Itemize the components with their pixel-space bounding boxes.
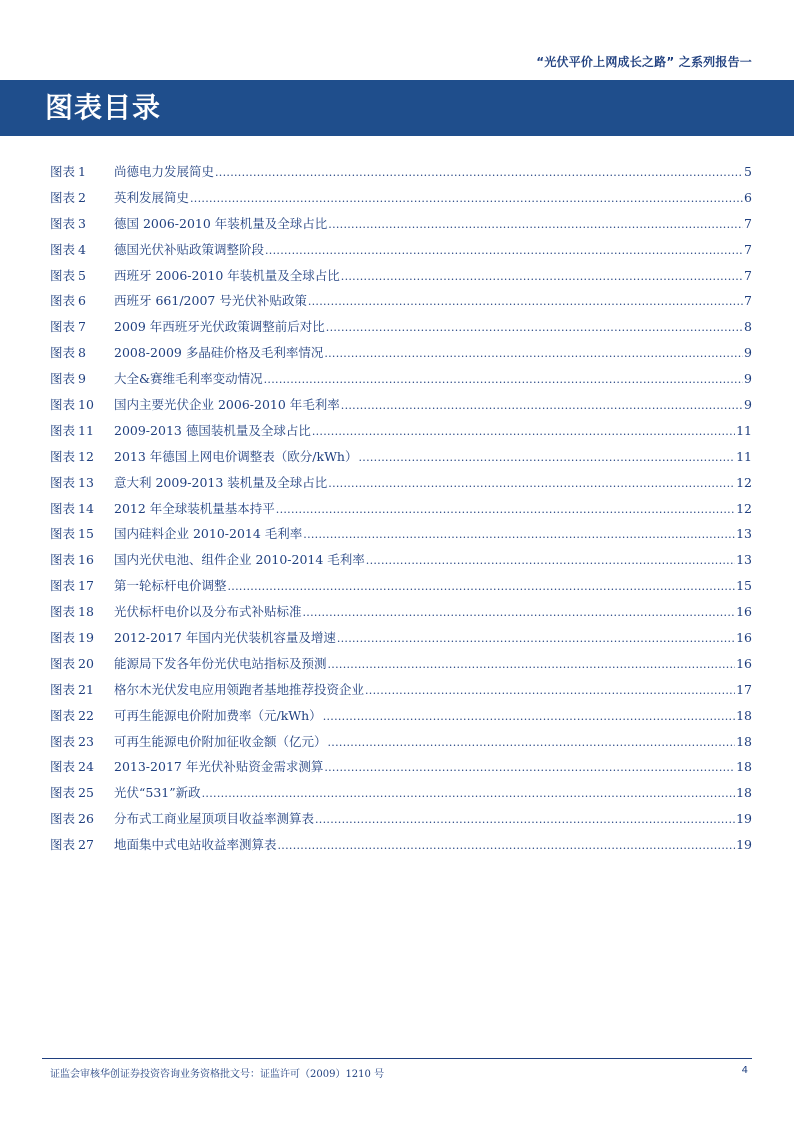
toc-entry-number: 14 <box>78 500 94 516</box>
toc-entry-number: 18 <box>78 604 94 620</box>
toc-entry-label: 图表 <box>50 681 76 697</box>
toc-entry-number: 17 <box>78 578 94 594</box>
toc-entry-label: 图表 <box>50 293 76 309</box>
toc-entry[interactable] <box>50 654 752 680</box>
toc-leader-dots <box>323 710 735 723</box>
toc-entry-page: 13 <box>736 552 752 568</box>
toc-entry-number: 2 <box>78 189 86 205</box>
toc-leader-dots <box>328 218 743 231</box>
toc-leader-dots <box>328 477 735 490</box>
toc-entry-number: 10 <box>78 397 94 413</box>
toc-entry-page: 11 <box>736 448 752 464</box>
toc-entry-label: 图表 <box>50 164 76 179</box>
figure-list <box>50 162 752 861</box>
toc-entry-title: 可再生能源电价附加征收金额（亿元） <box>114 733 327 749</box>
toc-entry-number: 9 <box>78 371 86 387</box>
toc-entry-page: 9 <box>744 397 752 413</box>
report-series-title: “光伏平价上网成长之路” 之系列报告一 <box>536 55 752 69</box>
toc-entry[interactable] <box>50 524 752 550</box>
toc-entry-label: 图表 <box>50 811 76 827</box>
toc-entry-title: 2008-2009 多晶硅价格及毛利率情况 <box>114 345 324 361</box>
toc-entry-label: 图表 <box>50 707 76 723</box>
toc-entry-label: 图表 <box>50 267 76 283</box>
toc-entry-title: 英利发展简史 <box>114 189 190 205</box>
toc-leader-dots <box>215 166 743 179</box>
toc-entry-number: 12 <box>78 448 94 464</box>
toc-entry[interactable] <box>50 473 752 499</box>
toc-entry-page: 6 <box>744 189 752 205</box>
toc-entry[interactable] <box>50 291 752 317</box>
toc-entry-label: 图表 <box>50 785 76 801</box>
toc-leader-dots <box>328 658 736 671</box>
toc-leader-dots <box>278 839 736 852</box>
toc-leader-dots <box>366 554 735 567</box>
footer-divider <box>42 1058 752 1059</box>
toc-entry-page: 7 <box>744 241 752 257</box>
toc-leader-dots <box>324 347 743 360</box>
toc-entry-title: 尚德电力发展简史 <box>114 164 215 179</box>
toc-entry-label: 图表 <box>50 578 76 594</box>
toc-entry-label: 图表 <box>50 474 76 490</box>
toc-entry-label: 图表 <box>50 837 76 853</box>
toc-entry[interactable] <box>50 240 752 266</box>
toc-leader-dots <box>265 244 743 257</box>
toc-entry[interactable] <box>50 499 752 525</box>
toc-entry[interactable] <box>50 783 752 809</box>
toc-entry[interactable] <box>50 162 752 188</box>
toc-entry-page: 7 <box>744 267 752 283</box>
toc-entry-title: 国内主要光伏企业 2006-2010 年毛利率 <box>114 397 340 413</box>
toc-entry[interactable] <box>50 757 752 783</box>
toc-entry-number: 25 <box>78 785 94 801</box>
toc-entry[interactable] <box>50 343 752 369</box>
toc-entry[interactable] <box>50 628 752 654</box>
toc-leader-dots <box>264 373 743 386</box>
toc-entry-page: 7 <box>744 293 752 309</box>
toc-entry-number: 3 <box>78 215 86 231</box>
toc-entry-page: 11 <box>736 422 752 438</box>
toc-entry[interactable] <box>50 835 752 861</box>
toc-entry-title: 德国 2006-2010 年装机量及全球占比 <box>114 215 328 231</box>
toc-entry-title: 西班牙 2006-2010 年装机量及全球占比 <box>114 267 340 283</box>
toc-entry-title: 德国光伏补贴政策调整阶段 <box>114 241 265 257</box>
toc-leader-dots <box>202 787 735 800</box>
toc-entry-title: 第一轮标杆电价调整 <box>114 578 227 594</box>
toc-entry-title: 大全&赛维毛利率变动情况 <box>114 371 263 387</box>
toc-entry-title: 国内硅料企业 2010-2014 毛利率 <box>114 526 303 542</box>
toc-entry-title: 分布式工商业屋顶项目收益率测算表 <box>114 811 315 827</box>
toc-entry-page: 9 <box>744 371 752 387</box>
toc-leader-dots <box>358 451 735 464</box>
toc-entry[interactable] <box>50 395 752 421</box>
toc-leader-dots <box>324 761 735 774</box>
toc-leader-dots <box>303 528 735 541</box>
toc-entry-label: 图表 <box>50 448 76 464</box>
toc-entry[interactable] <box>50 266 752 292</box>
toc-entry-number: 1 <box>78 164 86 179</box>
toc-entry-number: 13 <box>78 474 94 490</box>
toc-entry-label: 图表 <box>50 345 76 361</box>
toc-entry-page: 5 <box>744 164 752 179</box>
toc-entry-page: 18 <box>736 785 752 801</box>
toc-entry-number: 23 <box>78 733 94 749</box>
toc-entry-page: 18 <box>736 759 752 775</box>
toc-entry-title: 能源局下发各年份光伏电站指标及预测 <box>114 655 327 671</box>
toc-entry-number: 11 <box>78 422 94 438</box>
toc-entry-title: 2013-2017 年光伏补贴资金需求测算 <box>114 759 324 775</box>
toc-entry-label: 图表 <box>50 526 76 542</box>
section-header-band <box>0 80 794 136</box>
toc-entry-page: 17 <box>736 681 752 697</box>
toc-entry[interactable] <box>50 680 752 706</box>
toc-entry-page: 8 <box>744 319 752 335</box>
toc-entry-page: 18 <box>736 733 752 749</box>
toc-entry[interactable] <box>50 447 752 473</box>
toc-entry[interactable] <box>50 188 752 214</box>
toc-entry-title: 格尔木光伏发电应用领跑者基地推荐投资企业 <box>114 681 365 697</box>
toc-entry-number: 26 <box>78 811 94 827</box>
toc-entry-title: 光伏标杆电价以及分布式补贴标准 <box>114 604 302 620</box>
toc-entry-page: 18 <box>736 707 752 723</box>
toc-entry-number: 7 <box>78 319 86 335</box>
toc-leader-dots <box>341 270 743 283</box>
toc-entry-number: 22 <box>78 707 94 723</box>
toc-entry-page: 13 <box>736 526 752 542</box>
toc-entry-label: 图表 <box>50 759 76 775</box>
toc-entry-label: 图表 <box>50 422 76 438</box>
toc-entry[interactable] <box>50 706 752 732</box>
toc-leader-dots <box>276 503 735 516</box>
toc-entry[interactable] <box>50 732 752 758</box>
toc-entry-label: 图表 <box>50 604 76 620</box>
toc-entry-page: 19 <box>736 811 752 827</box>
footer-page-number: 4 <box>741 1065 748 1076</box>
toc-entry-number: 20 <box>78 655 94 671</box>
toc-entry-label: 图表 <box>50 215 76 231</box>
section-title: 图表目录 <box>45 91 162 124</box>
toc-entry-label: 图表 <box>50 397 76 413</box>
toc-leader-dots <box>337 632 735 645</box>
toc-entry-label: 图表 <box>50 371 76 387</box>
toc-entry-label: 图表 <box>50 500 76 516</box>
toc-leader-dots <box>312 425 735 438</box>
toc-entry-label: 图表 <box>50 655 76 671</box>
toc-leader-dots <box>328 736 736 749</box>
toc-entry-number: 16 <box>78 552 94 568</box>
toc-entry-page: 16 <box>736 655 752 671</box>
toc-entry-title: 2009 年西班牙光伏政策调整前后对比 <box>114 319 325 335</box>
toc-entry-number: 5 <box>78 267 86 283</box>
toc-entry-page: 16 <box>736 604 752 620</box>
toc-entry[interactable] <box>50 214 752 240</box>
toc-entry[interactable] <box>50 369 752 395</box>
toc-entry-page: 7 <box>744 215 752 231</box>
toc-leader-dots <box>341 399 743 412</box>
toc-entry-title: 2012-2017 年国内光伏装机容量及增速 <box>114 630 336 646</box>
toc-entry-page: 16 <box>736 630 752 646</box>
toc-entry-title: 意大利 2009-2013 装机量及全球占比 <box>114 474 328 490</box>
toc-entry-label: 图表 <box>50 733 76 749</box>
toc-entry-title: 地面集中式电站收益率测算表 <box>114 837 277 853</box>
toc-entry-number: 21 <box>78 681 94 697</box>
toc-entry-page: 12 <box>736 500 752 516</box>
toc-entry-title: 光伏“531”新政 <box>114 785 201 801</box>
toc-entry-title: 2012 年全球装机量基本持平 <box>114 500 275 516</box>
toc-entry-label: 图表 <box>50 189 76 205</box>
toc-entry-number: 19 <box>78 630 94 646</box>
toc-entry-label: 图表 <box>50 241 76 257</box>
toc-entry-title: 可再生能源电价附加费率（元/kWh） <box>114 707 322 723</box>
toc-leader-dots <box>228 580 736 593</box>
toc-leader-dots <box>326 321 743 334</box>
toc-entry-title: 国内光伏电池、组件企业 2010-2014 毛利率 <box>114 552 365 568</box>
toc-leader-dots <box>190 192 743 205</box>
toc-entry-page: 19 <box>736 837 752 853</box>
toc-entry-title: 2013 年德国上网电价调整表（欧分/kWh） <box>114 448 358 464</box>
toc-entry-number: 27 <box>78 837 94 853</box>
toc-entry[interactable] <box>50 809 752 835</box>
toc-entry[interactable] <box>50 602 752 628</box>
toc-entry-number: 4 <box>78 241 86 257</box>
toc-entry-title: 2009-2013 德国装机量及全球占比 <box>114 422 311 438</box>
toc-entry[interactable] <box>50 421 752 447</box>
toc-entry-page: 15 <box>736 578 752 594</box>
toc-entry-title: 西班牙 661/2007 号光伏补贴政策 <box>114 293 307 309</box>
toc-entry[interactable] <box>50 317 752 343</box>
toc-entry-number: 8 <box>78 345 86 361</box>
toc-entry-number: 24 <box>78 759 94 775</box>
footer-license-text: 证监会审核华创证券投资咨询业务资格批文号：证监许可（2009）1210 号 <box>50 1069 385 1080</box>
toc-entry[interactable] <box>50 550 752 576</box>
toc-entry-label: 图表 <box>50 630 76 646</box>
toc-leader-dots <box>315 813 735 826</box>
toc-leader-dots <box>308 295 743 308</box>
toc-entry-label: 图表 <box>50 552 76 568</box>
toc-leader-dots <box>303 606 736 619</box>
toc-entry[interactable] <box>50 576 752 602</box>
toc-entry-page: 9 <box>744 345 752 361</box>
toc-entry-number: 15 <box>78 526 94 542</box>
toc-entry-number: 6 <box>78 293 86 309</box>
toc-entry-page: 12 <box>736 474 752 490</box>
toc-entry-label: 图表 <box>50 319 76 335</box>
toc-leader-dots <box>365 684 735 697</box>
